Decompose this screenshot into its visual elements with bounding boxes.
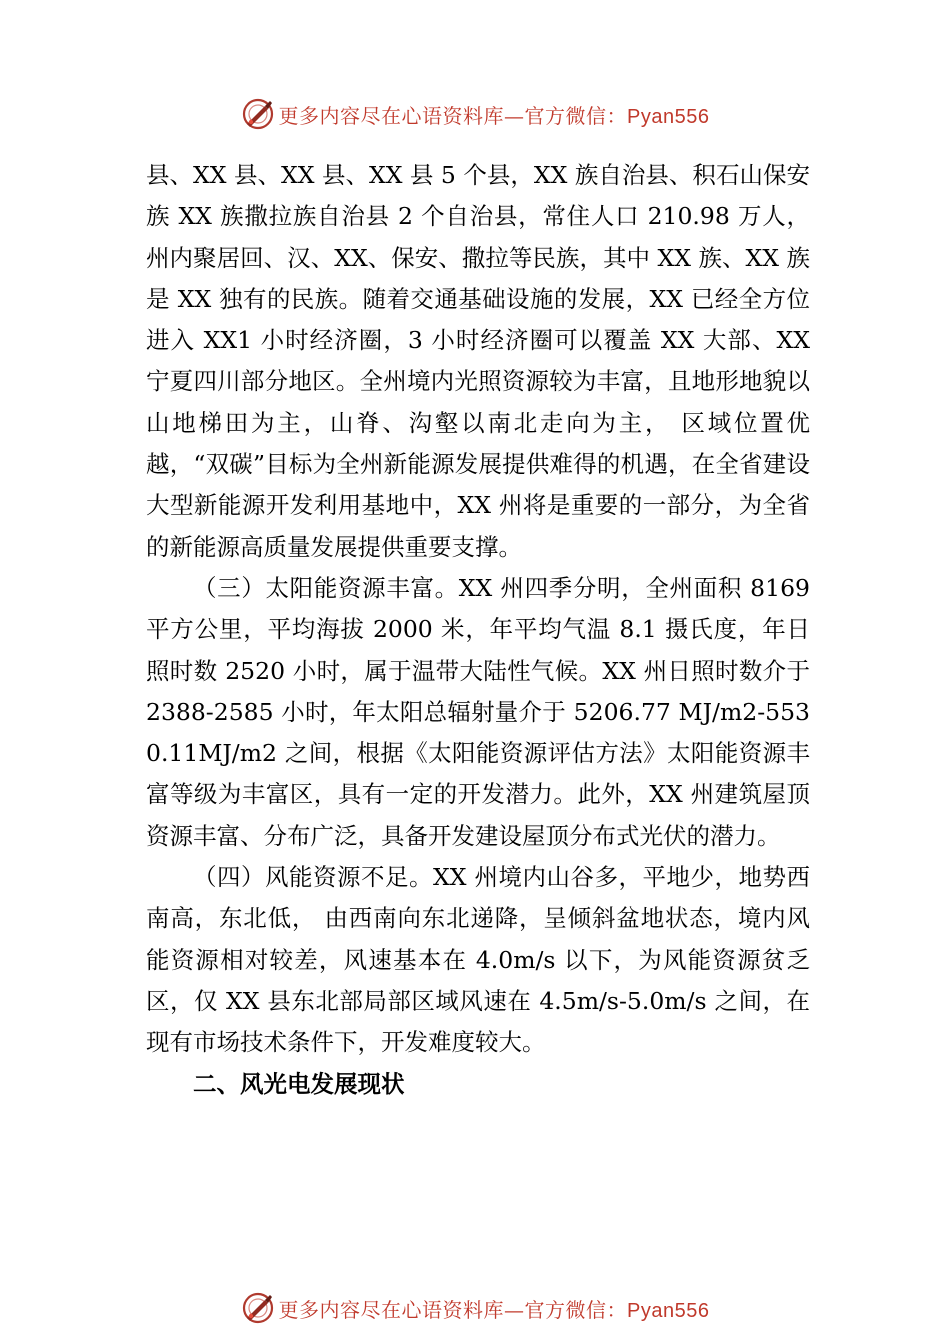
body-paragraph-1: 县、XX 县、XX 县、XX 县 5 个县，XX 族自治县、积石山保安族 XX 族撒拉族自治县 2 个自治县，常住人口 210.98 万人，州内聚居回、汉、XX、保安、撒拉等民族，其中 XX 族、XX 族是 XX 独有的民族。随着交通基础设施的发展，XX 已经全方位进入 XX1 小时经济圈，3 小时经济圈可以覆盖 XX 大部、XX 宁夏四川部分地区。全州境内光照资源较为丰富，且地形地貌以山地梯田为主，山脊、沟壑以南北走向为主， 区域位置优越，“双碳”目标为全州新能源发展提供难得的机遇，在全省建设大型新能源开发利用基地中，XX 州将是重要的一部分，为全省的新能源高质量发展提供重要支撑。 xyxy=(146,161,810,561)
body-paragraph-2: （三）太阳能资源丰富。XX 州四季分明，全州面积 8169 平方公里，平均海拔 2000 米，年平均气温 8.1 摄氏度，年日照时数 2520 小时，属于温带大陆性气候。XX 州日照时数介于 2388-2585 小时，年太阳总辐射量介于 5206.77 MJ/m2-5530.11MJ/m2 之间，根据《太阳能资源评估方法》太阳能资源丰富等级为丰富区，具有一定的开发潜力。此外，XX 州建筑屋顶资源丰富、分布广泛，具备开发建设屋顶分布式光伏的潜力。 xyxy=(146,573,810,850)
brush-logo-icon xyxy=(241,97,275,131)
watermark-text: 更多内容尽在心语资料库—官方微信： xyxy=(278,1297,628,1322)
body-paragraph-3: （四）风能资源不足。XX 州境内山谷多，平地少，地势西南高，东北低， 由西南向东北递降，呈倾斜盆地状态，境内风能资源相对较差，风速基本在 4.0m/s 以下，为风能资源贫乏区，仅 XX 县东北部局部区域风速在 4.5m/s-5.0m/s 之间，在现有市场技术条件下，开发难度较大。 xyxy=(146,863,810,1057)
brush-logo-icon xyxy=(241,1291,275,1325)
watermark-wechat-id: Pyan556 xyxy=(627,105,710,128)
watermark-footer xyxy=(0,1288,950,1328)
watermark-text: 更多内容尽在心语资料库—官方微信： xyxy=(278,103,628,128)
watermark-wechat-id: Pyan556 xyxy=(627,1299,710,1322)
document-body xyxy=(146,155,810,1105)
section-heading: 二、风光电发展现状 xyxy=(193,1069,405,1098)
watermark-header xyxy=(0,94,950,134)
